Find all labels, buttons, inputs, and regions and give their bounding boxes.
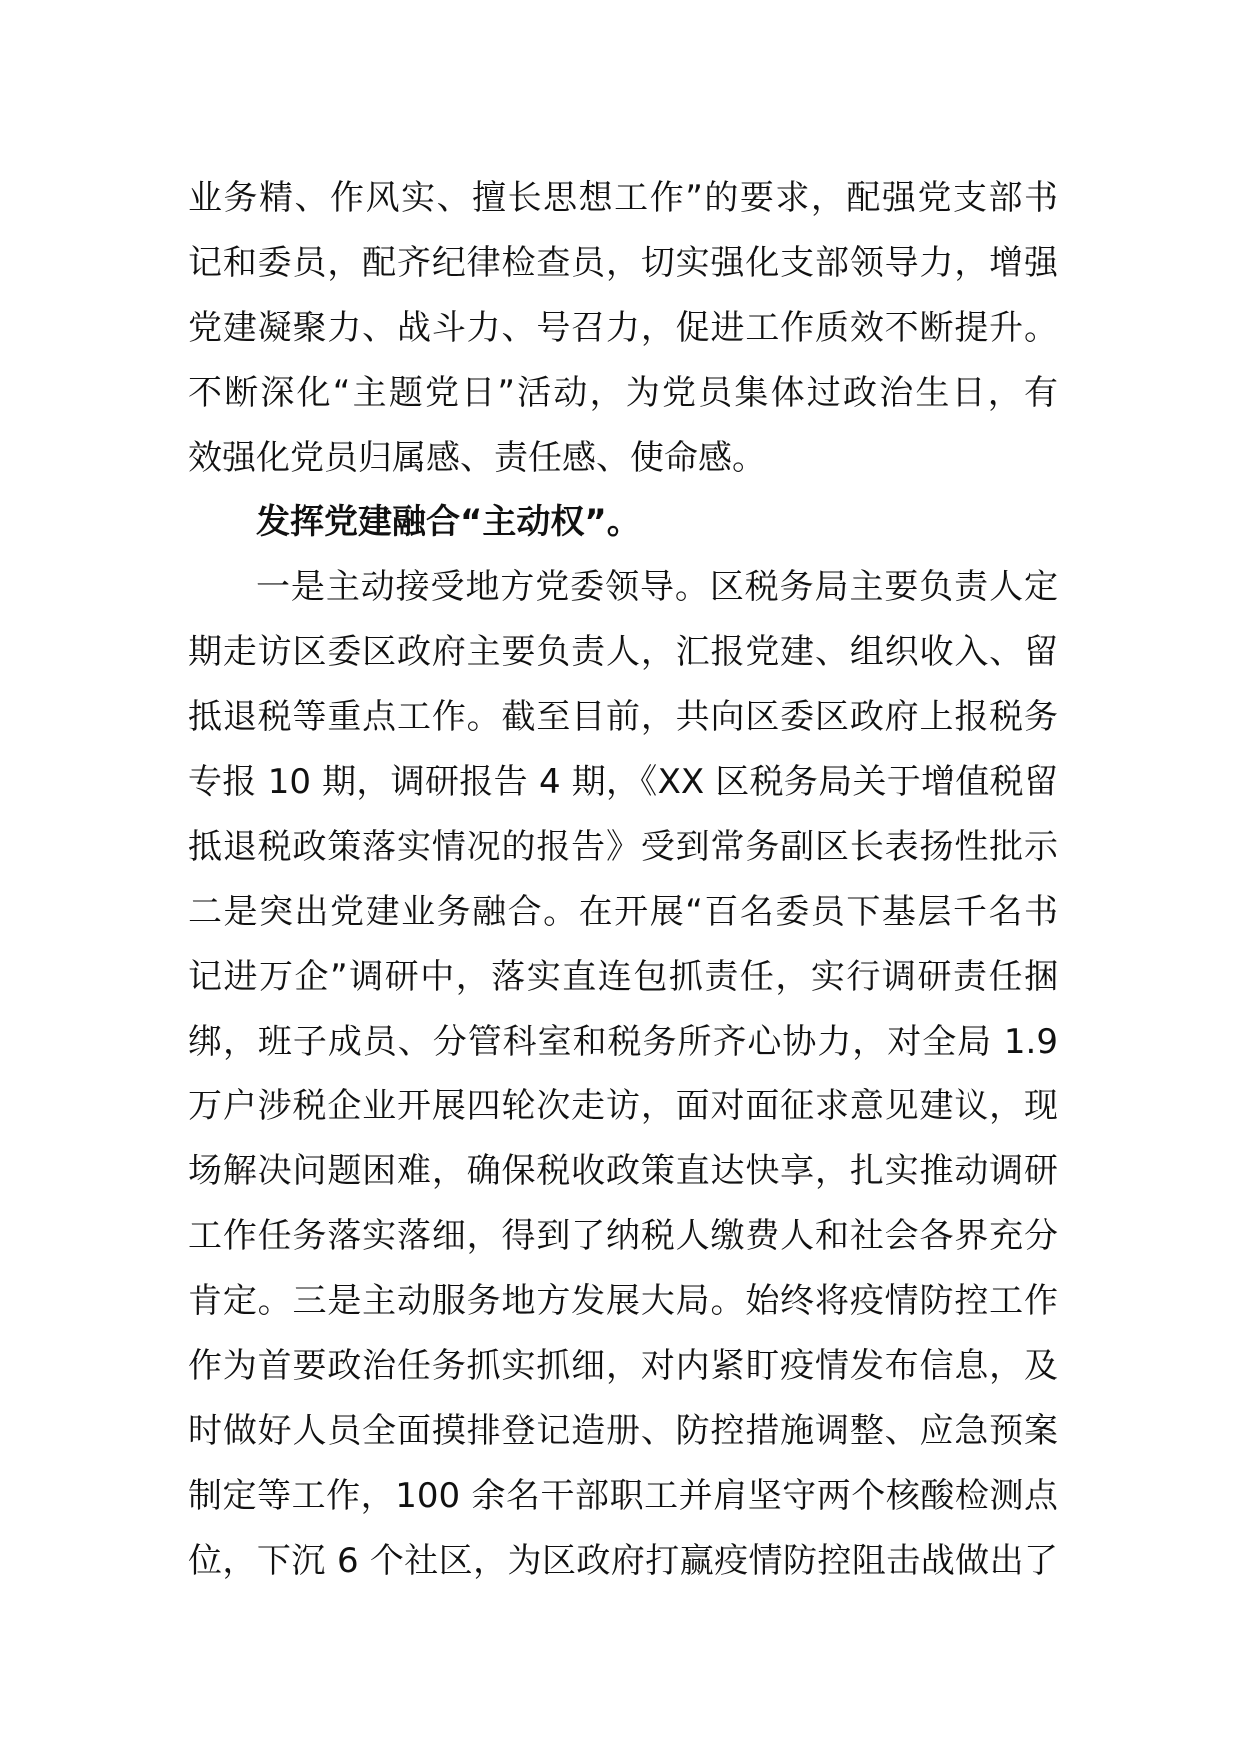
text-line: 绑，班子成员、分管科室和税务所齐心协力，对全局 1.9 — [188, 1021, 1058, 1062]
text-line: 肯定。三是主动服务地方发展大局。始终将疫情防控工作 — [188, 1281, 1058, 1322]
text-line: 专报 10 期，调研报告 4 期，《XX 区税务局关于增值税留 — [188, 762, 1058, 803]
text-line: 业务精、作风实、擅长思想工作”的要求，配强党支部书 — [188, 178, 1058, 218]
text-line: 场解决问题困难，确保税收政策直达快享，扎实推动调研 — [188, 1151, 1058, 1192]
text-line: 时做好人员全面摸排登记造册、防控措施调整、应急预案 — [188, 1410, 1058, 1451]
text-line: 记进万企”调研中，落实直连包抓责任，实行调研责任捆 — [188, 956, 1058, 997]
text-line: 记和委员，配齐纪律检查员，切实强化支部领导力，增强 — [188, 242, 1058, 283]
text-line: 制定等工作，100 余名干部职工并肩坚守两个核酸检测点 — [188, 1475, 1058, 1516]
text-line: 抵退税等重点工作。截至目前，共向区委区政府上报税务 — [188, 697, 1058, 738]
text-line: 不断深化“主题党日”活动，为党员集体过政治生日，有 — [188, 372, 1058, 413]
text-line: 万户涉税企业开展四轮次走访，面对面征求意见建议，现 — [188, 1086, 1058, 1127]
text-line: 党建凝聚力、战斗力、号召力，促进工作质效不断提升。 — [188, 307, 1058, 348]
section-heading: 发挥党建融合“主动权”。 — [256, 502, 641, 543]
text-line: 作为首要政治任务抓实抓细，对内紧盯疫情发布信息，及 — [188, 1346, 1058, 1387]
text-line: 工作任务落实落细，得到了纳税人缴费人和社会各界充分 — [188, 1216, 1058, 1257]
text-line: 期走访区委区政府主要负责人，汇报党建、组织收入、留 — [188, 632, 1058, 673]
text-line: 位，下沉 6 个社区，为区政府打赢疫情防控阻击战做出了 — [188, 1540, 1058, 1581]
body-text — [188, 166, 1058, 1594]
text-line: 抵退税政策落实情况的报告》受到常务副区长表扬性批示 — [188, 826, 1058, 867]
text-line: 二是突出党建业务融合。在开展“百名委员下基层千名书 — [188, 891, 1058, 932]
text-line: 效强化党员归属感、责任感、使命感。 — [188, 437, 766, 478]
text-line: 一是主动接受地方党委领导。区税务局主要负责人定 — [256, 567, 1058, 608]
